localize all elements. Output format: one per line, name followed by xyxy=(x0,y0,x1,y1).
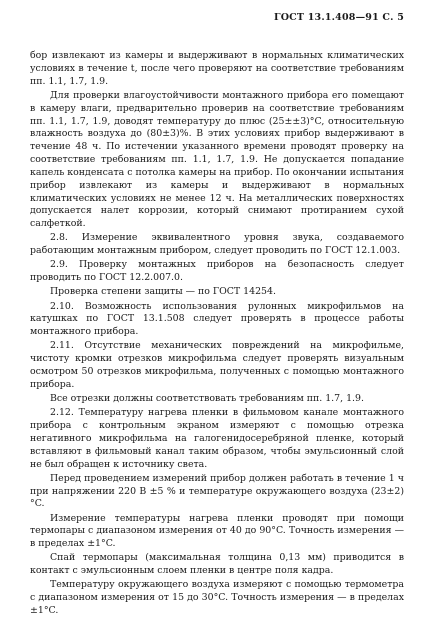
paragraph-2-9: 2.9. Проверку монтажных приборов на безопасность следует проводить по ГОСТ 12.2.007.0. xyxy=(30,259,404,284)
paragraph-before-measure: Перед проведением измерений прибор должен работать в течение 1 ч при напряжении 220 В ±5 % и температуре окружающего воздуха (23±2)°C. xyxy=(30,472,404,510)
paragraph-2-11: 2.11. Отсутствие механических повреждений на микрофильме, чистоту кромки отрезков микрофильма следует проверять визуальным осмотром 50 отрезков микрофильма, полученных с помощью монтажного прибора. xyxy=(30,340,404,390)
page-header: ГОСТ 13.1.408—91 С. 5 xyxy=(273,12,404,23)
paragraph-junction: Спай термопары (максимальная толщина 0,13 мм) приводится в контакт с эмульсионным слоем пленки в центре поля кадра. xyxy=(30,552,404,577)
paragraph-all-pieces: Все отрезки должны соответствовать требованиям пп. 1.7, 1.9. xyxy=(50,393,364,405)
paragraph-2-10: 2.10. Возможность использования рулонных микрофильмов на катушках по ГОСТ 13.1.508 следует проверять в процессе работы монтажного прибора. xyxy=(30,300,404,338)
paragraph-2-8: 2.8. Измерение эквивалентного уровня звука, создаваемого работающим монтажным прибором, следует проводить по ГОСТ 12.1.003. xyxy=(30,232,404,257)
document-body xyxy=(30,50,404,619)
paragraph-moisture-test: Для проверки влагоустойчивости монтажного прибора его помещают в камеру влаги, предварительно проверив на соответствие требованиям пп. 1.1, 1.7, 1.9, доводят температуру до плюс (25±±3)°C, относительную влажность воздуха до (80±3)%. В этих условиях прибор выдерживают в течение 48 ч. По истечении указанного времени проводят проверку на соответствие требованиям пп. 1.1, 1.7, 1.9. Не допускается попадание капель конденсата с потолка камеры на прибор. По окончании испытания прибор извлекают из камеры и выдерживают в нормальных климатических условиях не менее 12 ч. На металлических поверхностях допускается налет коррозии, который снимают протиранием сухой салфеткой. xyxy=(30,89,404,230)
paragraph-protection: Проверка степени защиты — по ГОСТ 14254. xyxy=(50,286,276,298)
paragraph-thermocouple: Измерение температуры нагрева пленки проводят при помощи термопары с диапазоном измерения от 40 до 90°C. Точность измерения — в пределах ±1°C. xyxy=(30,512,404,550)
paragraph-continuation: бор извлекают из камеры и выдерживают в нормальных климатических условиях в течение t, после чего проверяют на соответствие требованиям пп. 1.1, 1.7, 1.9. xyxy=(30,50,404,87)
paragraph-ambient-temp: Температуру окружающего воздуха измеряют с помощью термометра с диапазоном измерения от 15 до 30°C. Точность измерения — в пределах ±1°C. xyxy=(30,579,404,616)
paragraph-2-12: 2.12. Температуру нагрева пленки в фильмовом канале монтажного прибора с контрольным экраном измеряют с помощью отрезка негативного микрофильма на галогенидосеребряной пленке, который вставляют в фильмовый канал таким образом, чтобы эмульсионный слой не был обращен к источнику света. xyxy=(30,407,404,470)
